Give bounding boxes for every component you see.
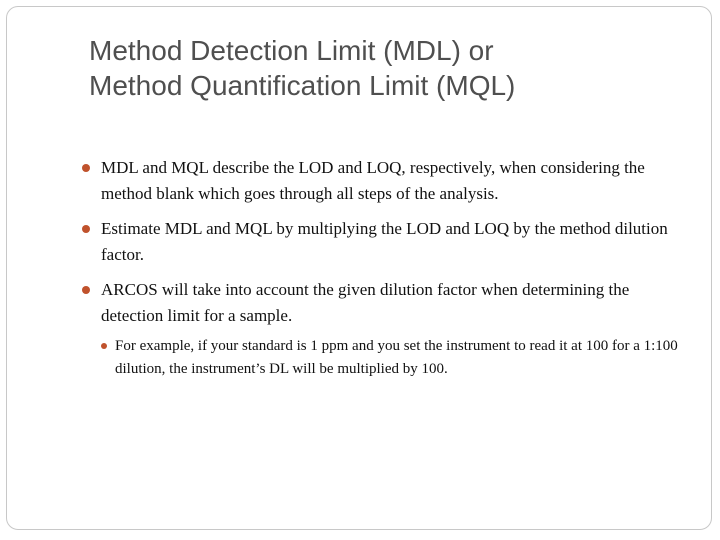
bullet-item-mdl-mql-definition (82, 155, 682, 207)
bullet-text: MDL and MQL describe the LOD and LOQ, respectively, when considering the method blank which goes through all steps of the analysis. (101, 158, 645, 203)
sub-bullet-text: For example, if your standard is 1 ppm and you set the instrument to read it at 100 for a 1:100 dilution, the instrument’s DL will be multiplied by 100. (115, 338, 678, 377)
bullet-dot-icon (82, 225, 90, 233)
bullet-text: ARCOS will take into account the given dilution factor when determining the detection limit for a sample. (101, 280, 630, 325)
sub-bullet-list (101, 335, 682, 381)
sub-bullet-dot-icon (101, 343, 107, 349)
bullet-item-estimate (82, 216, 682, 268)
bullet-dot-icon (82, 286, 90, 294)
sub-bullet-item-example (101, 335, 682, 381)
slide-title-line-2: Method Quantification Limit (MQL) (89, 70, 516, 101)
bullet-text: Estimate MDL and MQL by multiplying the LOD and LOQ by the method dilution factor. (101, 219, 668, 264)
slide-title-line-1: Method Detection Limit (MDL) or (89, 35, 494, 66)
bullet-item-arcos (82, 277, 682, 381)
slide-title (89, 33, 689, 103)
bullet-list (82, 155, 682, 390)
bullet-dot-icon (82, 164, 90, 172)
